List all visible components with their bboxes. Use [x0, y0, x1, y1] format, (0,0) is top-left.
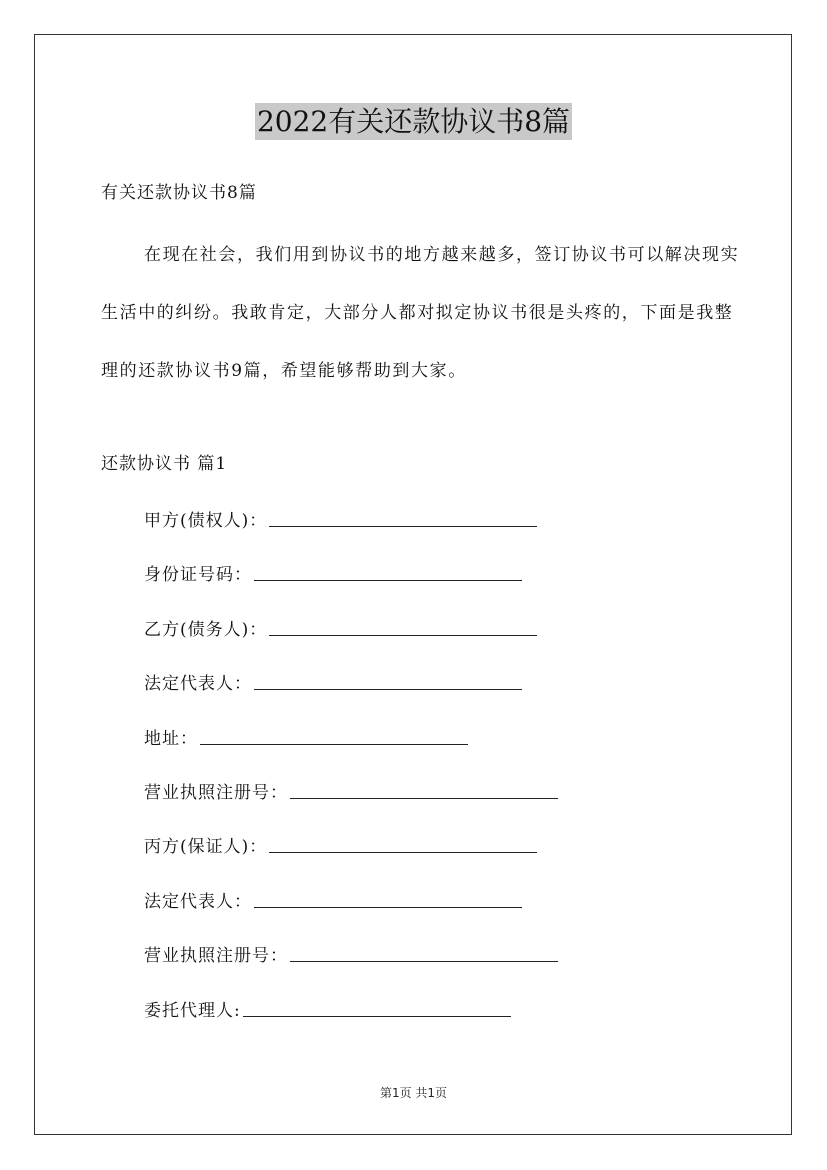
field-agent: [144, 998, 558, 1052]
fill-in-blank[interactable]: [200, 726, 468, 745]
fill-in-blank[interactable]: [269, 834, 537, 853]
intro-paragraph: 在现在社会，我们用到协议书的地方越来越多，签订协议书可以解决现实生活中的纠纷。我敢肯定，大部分人都对拟定协议书很是头疼的，下面是我整理的还款协议书9篇，希望能够帮助到大家。: [101, 245, 740, 381]
fill-in-blank[interactable]: [269, 617, 537, 636]
field-address: [144, 726, 558, 780]
fill-in-blank[interactable]: [254, 889, 522, 908]
field-label: 法定代表人：: [144, 891, 252, 912]
field-label: 甲方(债权人)：: [144, 511, 268, 531]
field-legal-representative-guarantor: [144, 889, 558, 943]
section-heading: 还款协议书 篇1: [101, 454, 228, 474]
fill-in-blank[interactable]: [290, 943, 558, 962]
document-title: [0, 104, 827, 140]
field-label: 委托代理人:: [144, 1000, 241, 1021]
field-guarantor: [144, 834, 558, 888]
field-label: 地址：: [144, 728, 198, 749]
field-debtor: [144, 617, 558, 671]
page-footer: 第1页 共1页: [379, 1086, 448, 1100]
agreement-fields: [144, 508, 558, 1052]
field-creditor: [144, 508, 558, 562]
field-label: 丙方(保证人)：: [144, 837, 268, 858]
fill-in-blank[interactable]: [254, 562, 522, 581]
fill-in-blank[interactable]: [243, 998, 511, 1017]
field-label: 营业执照注册号：: [144, 946, 288, 967]
field-label: 法定代表人：: [144, 674, 252, 695]
field-business-license-guarantor: [144, 943, 558, 997]
fill-in-blank[interactable]: [269, 508, 537, 527]
field-legal-representative: [144, 671, 558, 725]
document-subtitle: 有关还款协议书8篇: [101, 183, 257, 203]
field-business-license: [144, 780, 558, 834]
field-label: 身份证号码：: [144, 565, 252, 586]
document-title-text: 2022有关还款协议书8篇: [256, 105, 571, 138]
field-id-number: [144, 562, 558, 616]
field-label: 营业执照注册号：: [144, 782, 288, 803]
fill-in-blank[interactable]: [254, 671, 522, 690]
fill-in-blank[interactable]: [290, 780, 558, 799]
field-label: 乙方(债务人)：: [144, 619, 268, 640]
